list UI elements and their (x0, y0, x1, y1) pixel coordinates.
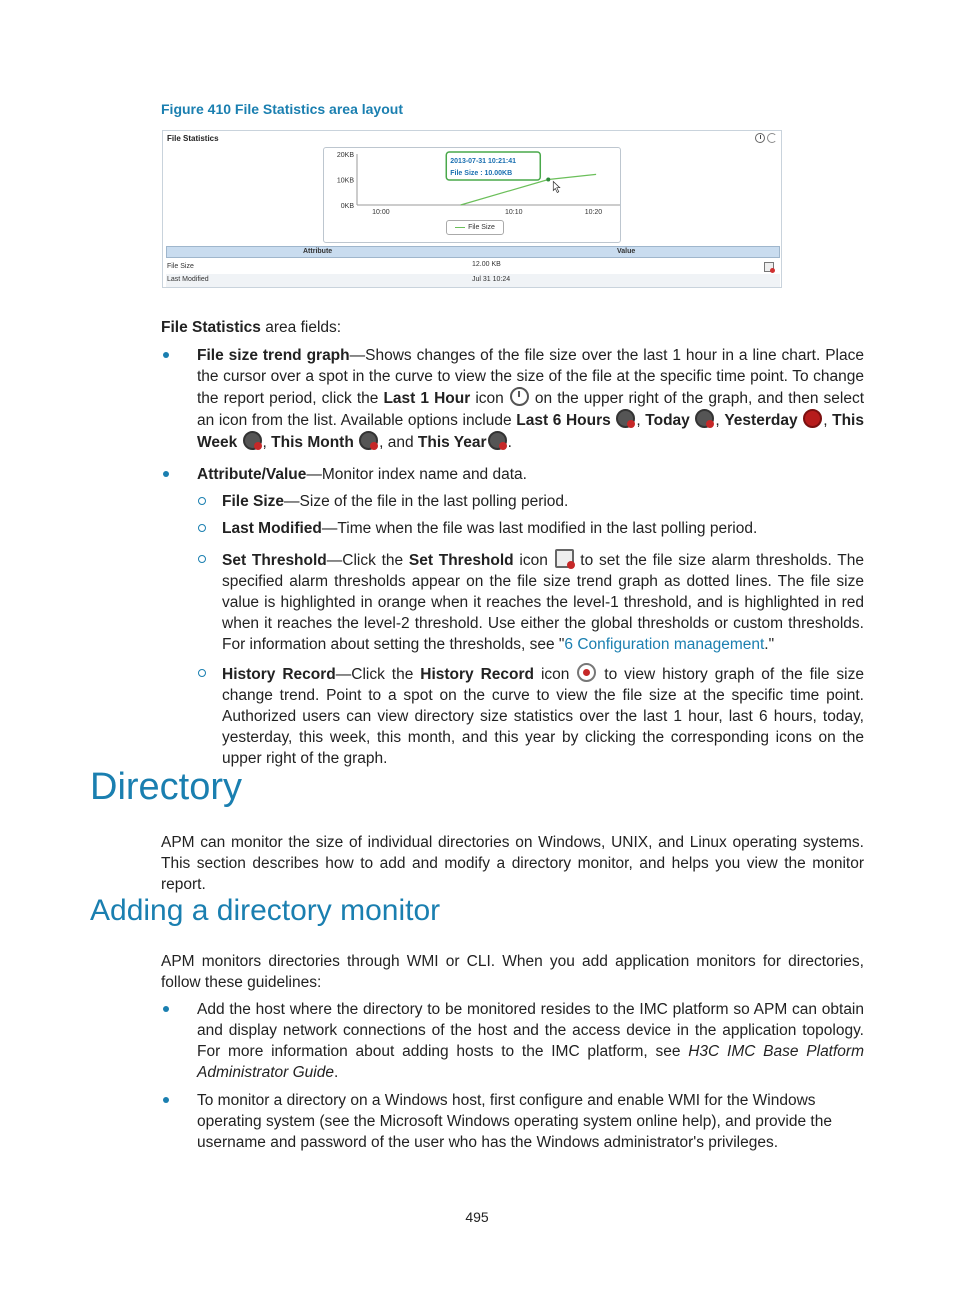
sub-history-record: History Record—Click the History Record icon to view history graph of the file size change trend. Point to a spot on the curve to view the file size at the specific time point. Authorized users can view directory size statistics over the last 1 hour, last 6 hours, today, yesterday, this week, this month, and this year by clicking the corresponding icons on the upper right of the graph. (222, 663, 864, 769)
file-size-chart (323, 147, 621, 243)
panel-title: File Statistics (167, 134, 219, 143)
chart-legend[interactable] (446, 220, 504, 235)
bullet-dot (163, 471, 169, 477)
tooltip-time: 2013-07-31 10:21:41 (450, 158, 517, 165)
y-tick-label: 20KB (336, 152, 354, 159)
last-6-hours-icon (616, 409, 635, 428)
sub-last-modified: Last Modified—Time when the file was last modified in the last polling period. (222, 520, 758, 537)
clock-icon[interactable] (755, 133, 765, 143)
set-threshold-icon[interactable] (764, 262, 774, 272)
table-row (166, 274, 780, 287)
row-attribute: File Size (167, 263, 194, 270)
refresh-icon[interactable] (767, 133, 777, 143)
bullet-dot (163, 1097, 169, 1103)
last-1-hour-icon (510, 387, 529, 406)
sub-bullet-circle (198, 555, 206, 563)
attribute-header: Attribute (303, 248, 333, 255)
row-attribute: Last Modified (167, 276, 209, 283)
attribute-table-header (166, 246, 780, 258)
configuration-management-link[interactable]: 6 Configuration management (564, 636, 765, 653)
row-value: Jul 31 10:24 (472, 276, 511, 283)
mouse-cursor-icon (553, 182, 560, 193)
heading-directory: Directory (90, 766, 243, 808)
history-record-icon (577, 663, 596, 682)
y-tick-label: 10KB (336, 177, 354, 185)
y-tick-label: 0KB (340, 203, 354, 210)
yesterday-icon (803, 409, 822, 428)
set-threshold-icon (555, 549, 574, 568)
tooltip-value: File Size : 10.00KB (450, 170, 513, 177)
x-tick-label: 10:00 (372, 209, 390, 216)
legend-swatch (455, 227, 465, 228)
bullet-attribute-value: Attribute/Value—Monitor index name and data. (197, 466, 527, 483)
value-header: Value (617, 248, 636, 255)
legend-label: File Size (468, 224, 495, 231)
sub-bullet-circle (198, 524, 206, 532)
data-point (546, 178, 550, 182)
sub-set-threshold: Set Threshold—Click the Set Threshold icon to set the file size alarm thresholds. The specified alarm thresholds appear on the file size trend graph as dotted lines. The file size value is highlighted in orange when it reaches the level-1 threshold, and is highlighted in red when it reaches the level-2 threshold. Use either the global thresholds or custom thresholds. For information about setting the thresholds, see "6 Configuration management." (222, 549, 864, 655)
row-value: 12.00 KB (472, 261, 501, 268)
bullet-dot (163, 1006, 169, 1012)
sub-bullet-circle (198, 497, 206, 505)
sub-bullet-circle (198, 669, 206, 677)
chart-svg (324, 148, 622, 218)
guideline-add-host: Add the host where the directory to be monitored resides to the IMC platform so APM can obtain and display network connections of the host and the access device in the application topology. For more information about adding hosts to the IMC platform, see H3C IMC Base Platform Administrator Guide. (197, 1001, 864, 1081)
x-tick-label: 10:20 (584, 209, 603, 216)
guideline-windows-wmi: To monitor a directory on a Windows host, first configure and enable WMI for the Windows operating system (see the Microsoft Windows operating system online help), and provide the username and password of the user who has the Windows administrator's privileges. (197, 1092, 832, 1151)
this-month-icon (359, 431, 378, 450)
this-year-icon (488, 431, 507, 450)
bullet-dot (163, 352, 169, 358)
directory-paragraph: APM can monitor the size of individual directories on Windows, UNIX, and Linux operating systems. This section describes how to add and modify a directory monitor, and helps you view the monitor report. (161, 834, 864, 893)
bullet-file-size-trend: File size trend graph—Shows changes of the file size over the last 1 hour in a line chart. Place the cursor over a spot in the curve to view the size of the file at the specific time point. To change the report period, click the Last 1 Hour icon on the upper right of the graph, and then select an icon from the list. Available options include Last 6 Hours , Today , Yesterday , This Week , This Month , and This Year . (197, 347, 865, 451)
heading-adding-directory-monitor: Adding a directory monitor (90, 894, 441, 927)
intro-paragraph: File Statistics area fields: (161, 319, 342, 336)
this-week-icon (243, 431, 262, 450)
file-statistics-panel (162, 130, 782, 288)
page-number: 495 (465, 1209, 489, 1225)
today-icon (695, 409, 714, 428)
figure-caption: Figure 410 File Statistics area layout (161, 101, 403, 117)
panel-toolbar (755, 133, 777, 143)
x-tick-label: 10:10 (504, 209, 523, 216)
table-row (166, 261, 780, 274)
sub-file-size: File Size—Size of the file in the last polling period. (222, 493, 569, 510)
adding-paragraph: APM monitors directories through WMI or CLI. When you add application monitors for directories, follow these guidelines: (161, 953, 864, 991)
